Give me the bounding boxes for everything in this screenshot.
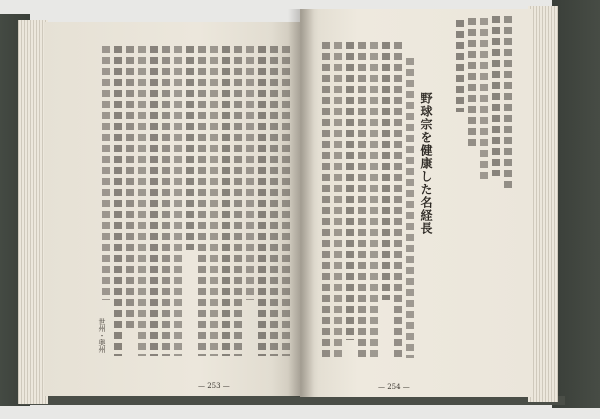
text-column (150, 46, 158, 356)
text-column (174, 46, 182, 356)
book-gutter (288, 9, 314, 397)
text-column (468, 18, 476, 150)
text-column (138, 46, 146, 356)
text-column (456, 20, 464, 112)
book-cover-bottom (20, 396, 565, 405)
text-column (234, 46, 242, 356)
text-column (270, 46, 278, 356)
text-column (492, 16, 500, 176)
text-column (346, 42, 354, 340)
text-column (222, 46, 230, 356)
text-column (370, 42, 378, 358)
text-column (186, 46, 194, 250)
chapter-heading: 野球宗を健康した名経長 (419, 92, 433, 235)
text-column (480, 18, 488, 182)
text-column (162, 46, 170, 356)
text-column (246, 46, 254, 300)
text-column (334, 42, 342, 358)
text-column (114, 46, 122, 356)
text-column (406, 58, 414, 358)
page-stack-right (528, 6, 558, 402)
text-column (198, 46, 206, 356)
text-column (126, 46, 134, 330)
left-page-footnote: 世州・奥州 (98, 318, 106, 353)
page-number-right: — 254 — (378, 383, 410, 391)
text-column (210, 46, 218, 356)
text-column (394, 42, 402, 358)
text-column (102, 46, 110, 300)
text-column (322, 42, 330, 358)
text-column (382, 42, 390, 300)
text-column (504, 16, 512, 190)
page-number-left: — 253 — (198, 382, 230, 390)
text-column (358, 42, 366, 358)
text-column (258, 46, 266, 356)
book-cover-right (552, 0, 600, 408)
text-column (282, 46, 290, 356)
